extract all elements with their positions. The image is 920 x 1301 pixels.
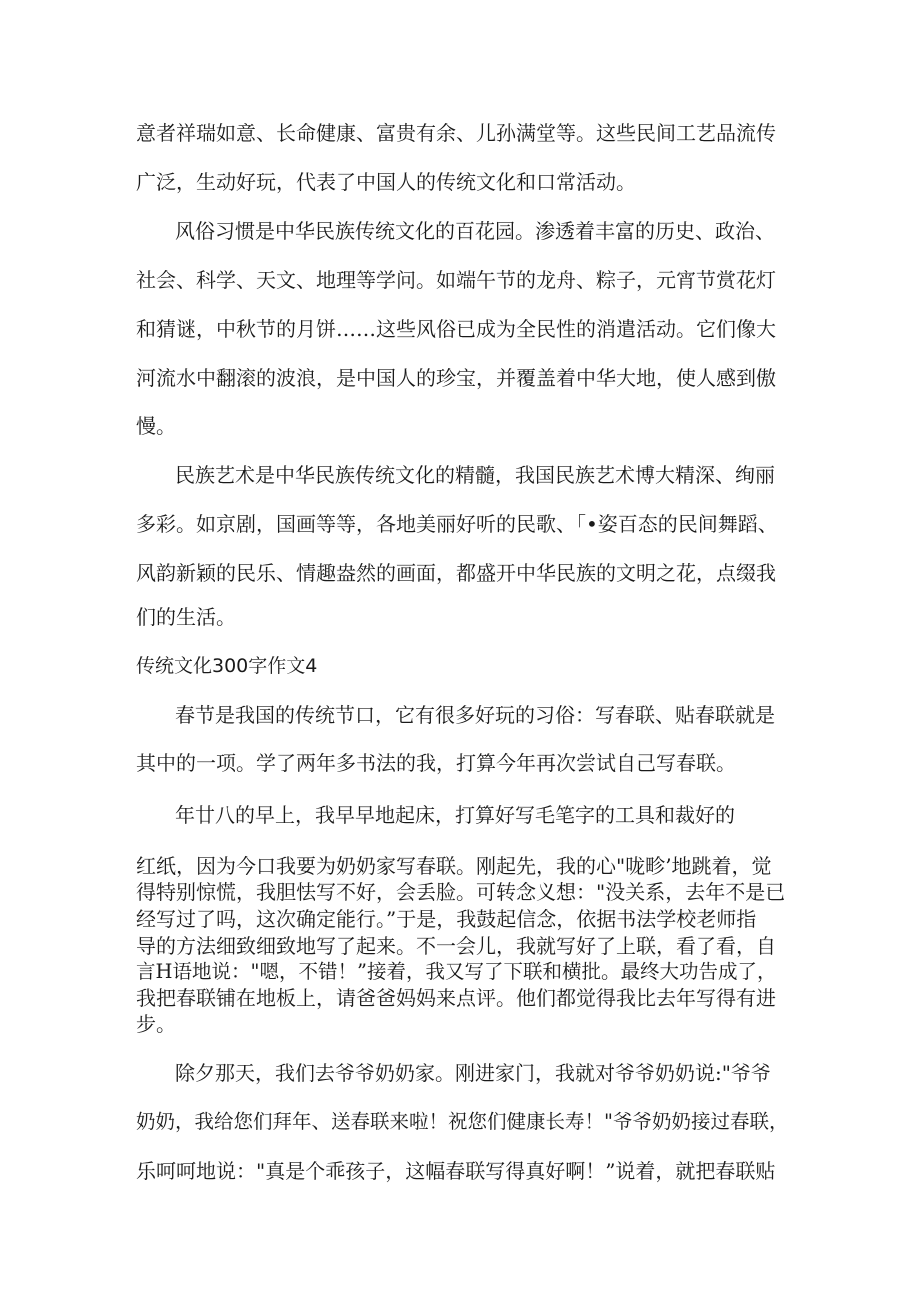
text-line: 们的生活。 — [136, 605, 236, 629]
text-line: 广泛，生动好玩，代表了中国人的传统文化和口常活动。 — [136, 170, 636, 194]
text-line: 慢。 — [136, 414, 176, 438]
text-line: 多彩。如京剧，国画等等，各地美丽好听的民歌、「•姿百态的民间舞蹈、 — [136, 512, 778, 536]
text-line: 风韵新颖的民乐、情趣盎然的画面，都盛开中华民族的文明之花，点缀我 — [136, 561, 776, 585]
text-line: 导的方法细致细致地写了起来。不一会儿，我就写好了上联，看了看，自 — [136, 934, 776, 958]
text-line: 步。 — [136, 1012, 176, 1036]
text-line: 社会、科学、天文、地理等学问。如端午节的龙舟、粽子，元宵节赏花灯 — [136, 268, 776, 292]
text-line: 除夕那天，我们去爷爷奶奶家。刚进家门，我就对爷爷奶奶说:"爷爷 — [175, 1061, 771, 1085]
text-line: 其中的一项。学了两年多书法的我，打算今年再次尝试自己写春联。 — [136, 751, 736, 775]
text-line: 意者祥瑞如意、长命健康、富贵有余、儿孙满堂等。这些民间工艺品流传 — [136, 121, 776, 145]
text-line: 和猜谜，中秋节的月饼……这些风俗已成为全民性的消遣活动。它们像大 — [136, 317, 776, 341]
text-line: 乐呵呵地说："真是个乖孩子，这幅春联写得真好啊！”说着，就把春联贴 — [136, 1159, 776, 1183]
text-line: 红纸，因为今口我要为奶奶家写春联。刚起先，我的心"咙畛’地跳着，觉 — [136, 854, 772, 878]
text-line: 得特别惊慌，我胆怯写不好，会丢脸。可转念义想："没关系，去年不是已 — [136, 880, 786, 904]
text-line: 言H语地说："嗯，不错！”接着，我又写了下联和横批。最终大功告成了， — [136, 960, 777, 983]
text-line: 奶奶，我给您们拜年、送春联来啦！祝您们健康长寿！"爷爷奶奶接过春联， — [136, 1110, 789, 1133]
text-line: 年廿八的早上，我早早地起床，打算好写毛笔字的工具和裁好的 — [175, 803, 735, 827]
text-line: 我把春联铺在地板上，请爸爸妈妈来点评。他们都觉得我比去年写得有进 — [136, 986, 776, 1010]
text-line: 经写过了吗，这次确定能行。”于是，我鼓起信念，依据书法学校老师指 — [136, 907, 757, 931]
section-heading: 传统文化300字作文4 — [136, 655, 318, 677]
text-line: 春节是我国的传统节口，它有很多好玩的习俗：写春联、贴春联就是 — [175, 703, 775, 727]
text-line: 河流水中翻滚的波浪，是中国人的珍宝，并覆盖着中华大地，使人感到傲 — [136, 366, 776, 390]
text-line: 风俗习惯是中华民族传统文化的百花园。渗透着丰富的历史、政治、 — [175, 219, 775, 243]
text-line: 民族艺术是中华民族传统文化的精髓，我国民族艺术博大精深、绚丽 — [175, 463, 775, 487]
